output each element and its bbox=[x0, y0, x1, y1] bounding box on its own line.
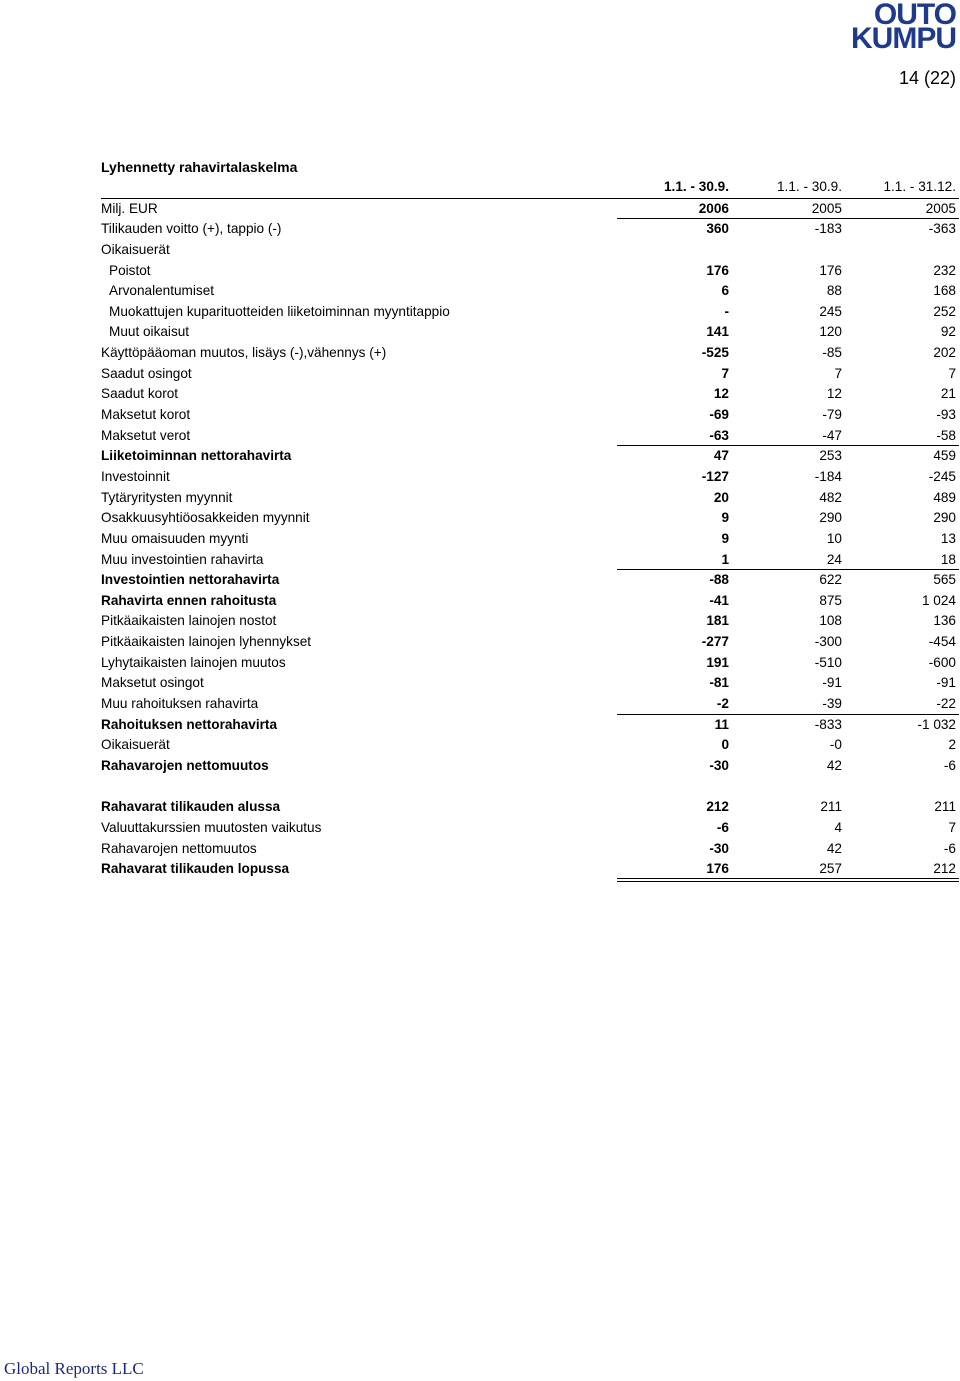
cell-value: -2 bbox=[716, 696, 729, 712]
logo-line-1: OUTO bbox=[873, 0, 956, 31]
table-row bbox=[101, 405, 959, 426]
statement-title: Lyhennetty rahavirtalaskelma bbox=[101, 159, 298, 175]
table-body bbox=[101, 219, 959, 880]
row-label: Poistot bbox=[109, 262, 151, 278]
table-row bbox=[101, 261, 959, 282]
cell-value: -1 032 bbox=[917, 716, 956, 732]
cell-value: 489 bbox=[933, 489, 956, 505]
unit-label: Milj. EUR bbox=[101, 200, 158, 216]
cell-value: 211 bbox=[934, 799, 956, 815]
cell-value: 622 bbox=[819, 572, 842, 588]
cell-value: 176 bbox=[819, 262, 842, 278]
row-label: Investointien nettorahavirta bbox=[101, 572, 280, 588]
table-row bbox=[101, 591, 959, 612]
cell-value: 13 bbox=[940, 530, 956, 546]
table-row bbox=[101, 653, 959, 674]
row-label: Investoinnit bbox=[101, 468, 170, 484]
cell-value: -39 bbox=[822, 696, 842, 712]
table-row bbox=[101, 219, 959, 240]
row-label: Muokattujen kuparituotteiden liiketoiminnan myyntitappio bbox=[109, 303, 450, 319]
row-label: Rahavarojen nettomuutos bbox=[101, 757, 269, 773]
row-label: Maksetut korot bbox=[101, 407, 191, 423]
table-row bbox=[101, 508, 959, 529]
table-row bbox=[101, 756, 959, 777]
cell-value: 12 bbox=[826, 386, 842, 402]
cell-value: 0 bbox=[721, 737, 729, 753]
year-header: 2005 bbox=[925, 200, 956, 216]
cell-value: -88 bbox=[709, 572, 729, 588]
cell-value: -833 bbox=[814, 716, 842, 732]
table-row bbox=[101, 529, 959, 550]
year-header-row bbox=[101, 198, 959, 220]
table-row bbox=[101, 343, 959, 364]
cell-value: 47 bbox=[713, 448, 729, 464]
table-row bbox=[101, 446, 959, 467]
row-label: Pitkäaikaisten lainojen lyhennykset bbox=[101, 634, 312, 650]
cell-value: -300 bbox=[814, 634, 842, 650]
cell-value: 2 bbox=[948, 737, 956, 753]
cell-value: -0 bbox=[829, 737, 842, 753]
row-label: Rahavirta ennen rahoitusta bbox=[101, 592, 277, 608]
row-label: Saadut korot bbox=[101, 386, 179, 402]
cell-value: 11 bbox=[714, 716, 729, 732]
table-row bbox=[101, 797, 959, 818]
cell-value: -30 bbox=[709, 757, 729, 773]
cell-value: -91 bbox=[936, 675, 956, 691]
cell-value: 176 bbox=[706, 262, 729, 278]
table-row bbox=[101, 322, 959, 343]
logo-line-2: KUMPU bbox=[851, 22, 956, 55]
cell-value: -6 bbox=[716, 819, 729, 835]
year-header: 2005 bbox=[811, 200, 842, 216]
row-label: Oikaisuerät bbox=[101, 737, 170, 753]
cell-value: 141 bbox=[706, 324, 729, 340]
cell-value: -81 bbox=[709, 675, 729, 691]
cell-value: 120 bbox=[819, 324, 842, 340]
row-label: Rahavarat tilikauden lopussa bbox=[101, 861, 290, 877]
cell-value: -6 bbox=[943, 840, 956, 856]
cell-value: 18 bbox=[940, 551, 956, 567]
year-header: 2006 bbox=[698, 200, 729, 216]
table-row bbox=[101, 694, 959, 715]
cell-value: 181 bbox=[706, 613, 729, 629]
cell-value: 459 bbox=[933, 448, 956, 464]
table-row bbox=[101, 281, 959, 302]
row-label: Muu investointien rahavirta bbox=[101, 551, 264, 567]
table-row bbox=[101, 570, 959, 591]
cell-value: -47 bbox=[822, 427, 842, 443]
cell-value: 257 bbox=[819, 861, 842, 877]
cell-value: -127 bbox=[701, 468, 729, 484]
row-label: Rahavarojen nettomuutos bbox=[101, 840, 257, 856]
cell-value: 875 bbox=[819, 592, 842, 608]
row-label: Rahoituksen nettorahavirta bbox=[101, 716, 278, 732]
cell-value: -600 bbox=[928, 654, 956, 670]
cell-value: 253 bbox=[819, 448, 842, 464]
cell-value: -91 bbox=[822, 675, 842, 691]
row-label: Muu rahoituksen rahavirta bbox=[101, 696, 259, 712]
table-row bbox=[101, 715, 959, 736]
cell-value: 245 bbox=[819, 303, 842, 319]
table-row bbox=[101, 384, 959, 405]
row-label: Rahavarat tilikauden alussa bbox=[101, 799, 281, 815]
cell-value: -22 bbox=[936, 696, 956, 712]
cell-value: -184 bbox=[814, 468, 842, 484]
row-label: Käyttöpääoman muutos, lisäys (-),vähennys (+) bbox=[101, 345, 387, 361]
table-row bbox=[101, 467, 959, 488]
cell-value: 12 bbox=[713, 386, 729, 402]
cell-value: 92 bbox=[940, 324, 956, 340]
cell-value: 9 bbox=[721, 530, 729, 546]
cell-value: 136 bbox=[933, 613, 956, 629]
table-row bbox=[101, 632, 959, 653]
cell-value: 1 024 bbox=[921, 592, 956, 608]
cell-value: 211 bbox=[820, 799, 842, 815]
table-row bbox=[101, 818, 959, 839]
row-label: Saadut osingot bbox=[101, 365, 192, 381]
row-label: Tytäryritysten myynnit bbox=[101, 489, 233, 505]
spacer bbox=[101, 777, 959, 798]
row-label: Maksetut verot bbox=[101, 427, 191, 443]
cell-value: 212 bbox=[933, 861, 956, 877]
page-number: 14 (22) bbox=[898, 68, 956, 88]
row-label: Oikaisuerät bbox=[101, 241, 170, 257]
table-row bbox=[101, 550, 959, 571]
cell-value: 7 bbox=[948, 365, 956, 381]
table-row bbox=[101, 302, 959, 323]
cell-value: 21 bbox=[940, 386, 956, 402]
cell-value: -30 bbox=[709, 840, 729, 856]
cell-value: 7 bbox=[721, 365, 729, 381]
cell-value: -363 bbox=[928, 221, 956, 237]
table-row bbox=[101, 673, 959, 694]
cash-flow-table bbox=[101, 177, 959, 880]
cell-value: 360 bbox=[706, 221, 729, 237]
table-row bbox=[101, 859, 959, 880]
cell-value: 10 bbox=[826, 530, 842, 546]
cell-value: 290 bbox=[819, 510, 842, 526]
table-row bbox=[101, 364, 959, 385]
cell-value: -454 bbox=[928, 634, 956, 650]
cell-value: -93 bbox=[936, 407, 956, 423]
cell-value: 88 bbox=[826, 283, 842, 299]
cell-value: 232 bbox=[933, 262, 956, 278]
row-label: Arvonalentumiset bbox=[109, 283, 215, 299]
cell-value: 42 bbox=[826, 840, 842, 856]
cell-value: -183 bbox=[814, 221, 842, 237]
cell-value: -510 bbox=[814, 654, 842, 670]
cell-value: 202 bbox=[933, 345, 956, 361]
period-header: 1.1. - 31.12. bbox=[883, 179, 956, 194]
cell-value: 565 bbox=[933, 572, 956, 588]
cell-value: -63 bbox=[709, 427, 729, 443]
cell-value: 20 bbox=[713, 489, 729, 505]
footer-source: Global Reports LLC bbox=[4, 1359, 144, 1378]
cell-value: -41 bbox=[709, 592, 729, 608]
cell-value: 482 bbox=[819, 489, 842, 505]
cell-value: 252 bbox=[933, 303, 956, 319]
cell-value: 108 bbox=[819, 613, 842, 629]
cell-value: 168 bbox=[933, 283, 956, 299]
row-label: Osakkuusyhtiöosakkeiden myynnit bbox=[101, 510, 310, 526]
cell-value: -6 bbox=[943, 757, 956, 773]
cell-value: 176 bbox=[706, 861, 729, 877]
cell-value: -58 bbox=[936, 427, 956, 443]
row-label: Tilikauden voitto (+), tappio (-) bbox=[101, 221, 282, 237]
cell-value: 7 bbox=[948, 819, 956, 835]
cell-value: - bbox=[724, 303, 729, 319]
period-header: 1.1. - 30.9. bbox=[664, 179, 729, 194]
cell-value: -85 bbox=[822, 345, 842, 361]
table-row bbox=[101, 426, 959, 447]
cell-value: -525 bbox=[701, 345, 729, 361]
cell-value: -79 bbox=[822, 407, 842, 423]
row-label: Lyhytaikaisten lainojen muutos bbox=[101, 654, 286, 670]
table-row bbox=[101, 488, 959, 509]
table-row bbox=[101, 611, 959, 632]
period-header: 1.1. - 30.9. bbox=[777, 179, 842, 194]
row-label: Pitkäaikaisten lainojen nostot bbox=[101, 613, 277, 629]
cell-value: 290 bbox=[933, 510, 956, 526]
table-row bbox=[101, 240, 959, 261]
row-label: Valuuttakurssien muutosten vaikutus bbox=[101, 819, 322, 835]
row-label: Liiketoiminnan nettorahavirta bbox=[101, 448, 292, 464]
cell-value: -277 bbox=[701, 634, 729, 650]
row-label: Muut oikaisut bbox=[109, 324, 190, 340]
period-header-row bbox=[101, 177, 959, 198]
cell-value: 1 bbox=[721, 551, 729, 567]
cell-value: 24 bbox=[826, 551, 842, 567]
cell-value: 212 bbox=[706, 799, 729, 815]
cell-value: 42 bbox=[826, 757, 842, 773]
cell-value: 9 bbox=[721, 510, 729, 526]
cell-value: -245 bbox=[928, 468, 956, 484]
company-logo bbox=[834, 0, 956, 54]
table-row bbox=[101, 735, 959, 756]
table-row bbox=[101, 839, 959, 860]
row-label: Muu omaisuuden myynti bbox=[101, 530, 249, 546]
cell-value: 6 bbox=[721, 283, 729, 299]
cell-value: 4 bbox=[834, 819, 842, 835]
cell-value: -69 bbox=[709, 407, 729, 423]
row-label: Maksetut osingot bbox=[101, 675, 204, 691]
cell-value: 7 bbox=[834, 365, 842, 381]
cell-value: 191 bbox=[706, 654, 729, 670]
